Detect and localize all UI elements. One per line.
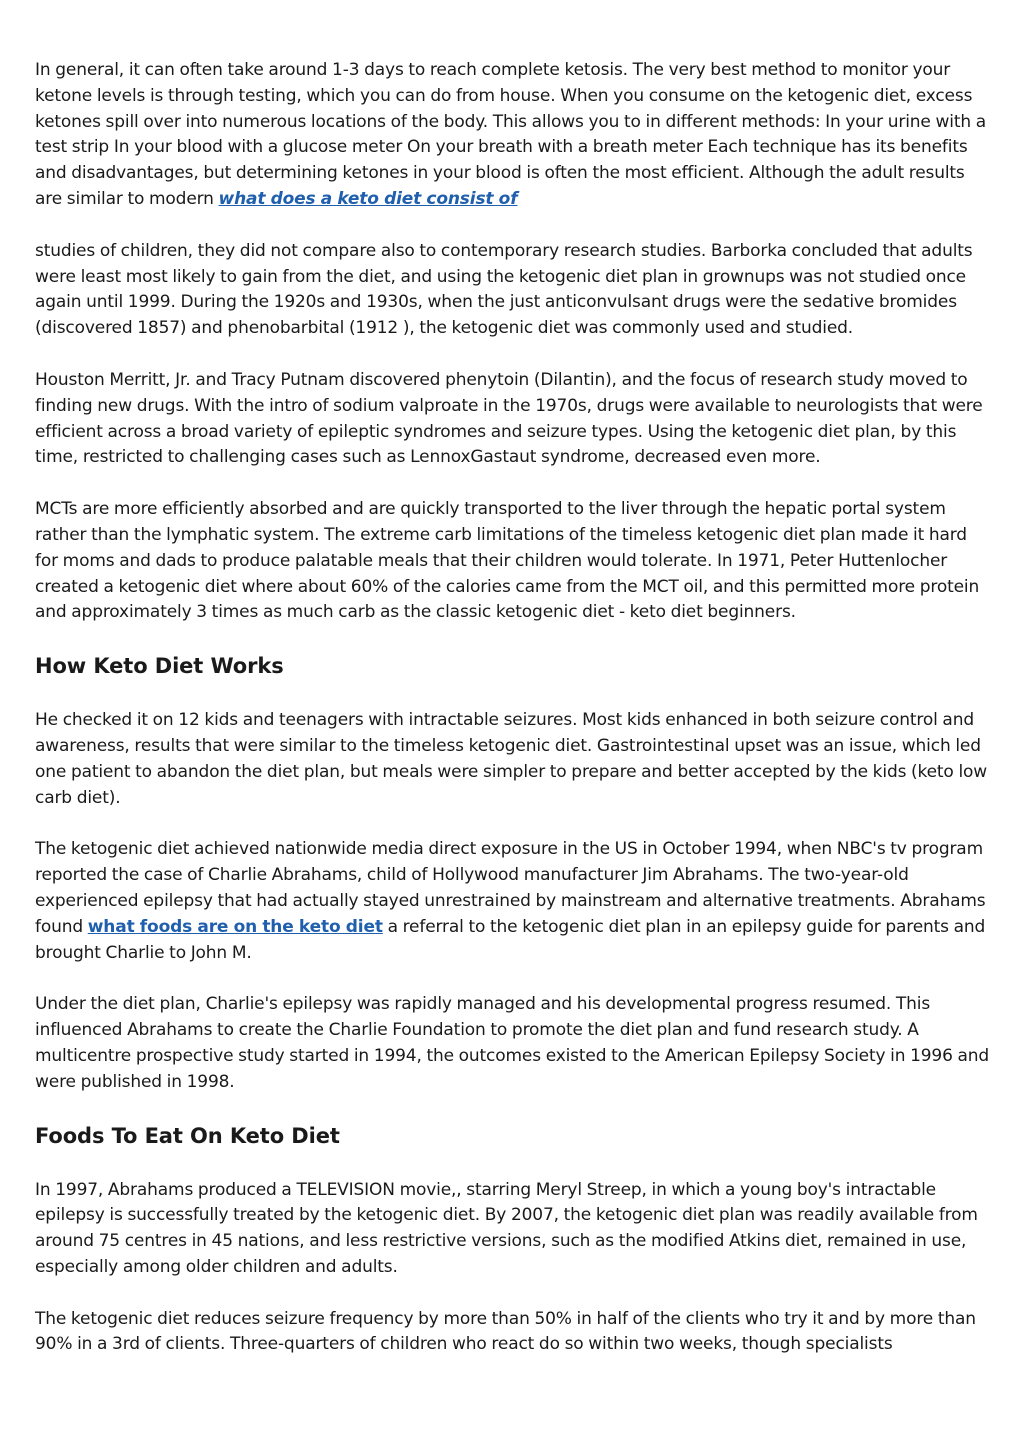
paragraph-mct-oil: MCTs are more efficiently absorbed and are quickly transported to the liver through the hepatic portal system rather than the lymphatic system. The extreme carb limitations of the timeless ketogenic diet plan made it hard for moms and dads to produce palatable meals that their children would tolerate. In 1971, Peter Huttenlocher created a ketogenic diet where about 60% of the calories came from the MCT oil, and this permitted more protein and approximately 3 times as much carb as the classic ketogenic diet - keto diet beginners. [35, 499, 980, 623]
heading-foods-to-eat-on-keto-diet: Foods To Eat On Keto Diet [35, 1123, 340, 1148]
paragraph-text: a referral to the ketogenic diet plan in an epilepsy guide for parents and brought Charlie to John M. [35, 916, 986, 963]
link-what-foods-are-on-keto-diet[interactable]: what foods are on the keto diet [87, 916, 383, 937]
paragraph-text: In general, it can often take around 1-3 days to reach complete ketosis. The very best method to monitor your ketone levels is through testing, which you can do from house. When you consume on the ketogenic diet, excess ketones spill over into numerous locations of the body. This allows you to in different methods: In your urine with a test strip In your blood with a glucose meter On your breath with a breath meter Each technique has its benefits and disadvantages, but determining ketones in your blood is often the most efficient. Although the adult results are similar to modern [35, 60, 986, 209]
paragraph-charlie-abrahams [35, 837, 991, 966]
paragraph-seizure-frequency: The ketogenic diet reduces seizure frequency by more than 50% in half of the clients who try it and by more than 90% in a 3rd of clients. Three-quarters of children who react do so within two weeks, though specialists [35, 1308, 976, 1355]
heading-how-keto-diet-works: How Keto Diet Works [35, 654, 284, 679]
paragraph-phenytoin: Houston Merritt, Jr. and Tracy Putnam discovered phenytoin (Dilantin), and the focus of research study moved to finding new drugs. With the intro of sodium valproate in the 1970s, drugs were available to neurologists that were efficient across a broad variety of epileptic syndromes and seizure types. Using the ketogenic diet plan, by this time, restricted to challenging cases such as LennoxGastaut syndrome, decreased even more. [35, 369, 983, 468]
paragraph-barborka-studies: studies of children, they did not compare also to contemporary research studies. Barborka concluded that adults were least most likely to gain from the diet, and using the ketogenic diet plan in grownups was not studied once again until 1999. During the 1920s and 1930s, when the just anticonvulsant drugs were the sedative bromides (discovered 1857) and phenobarbital (1912 ), the ketogenic diet was commonly used and studied. [35, 240, 973, 339]
paragraph-ketosis-testing [35, 58, 991, 213]
document-page [35, 58, 991, 1384]
link-what-does-keto-diet-consist-of[interactable]: what does a keto diet consist of [218, 188, 518, 209]
paragraph-text: The ketogenic diet achieved nationwide media direct exposure in the US in October 1994, when NBC's tv program reported the case of Charlie Abrahams, child of Hollywood manufacturer Jim Abrahams. The two-year-old experienced epilepsy that had actually stayed unrestrained by mainstream and alternative treatments. Abrahams found [35, 839, 986, 937]
paragraph-tv-movie: In 1997, Abrahams produced a TELEVISION movie,, starring Meryl Streep, in which a young boy's intractable epilepsy is successfully treated by the ketogenic diet. By 2007, the ketogenic diet plan was readily available from around 75 centres in 45 nations, and less restrictive versions, such as the modified Atkins diet, remained in use, especially among older children and adults. [35, 1179, 978, 1277]
paragraph-huttenlocher-trial: He checked it on 12 kids and teenagers with intractable seizures. Most kids enhanced in both seizure control and awareness, results that were similar to the timeless ketogenic diet. Gastrointestinal upset was an issue, which led one patient to abandon the diet plan, but meals were simpler to prepare and better accepted by the kids (keto low carb diet). [35, 710, 988, 808]
paragraph-charlie-foundation: Under the diet plan, Charlie's epilepsy was rapidly managed and his developmental progress resumed. This influenced Abrahams to create the Charlie Foundation to promote the diet plan and fund research study. A multicentre prospective study started in 1994, the outcomes existed to the American Epilepsy Society in 1996 and were published in 1998. [35, 994, 990, 1092]
